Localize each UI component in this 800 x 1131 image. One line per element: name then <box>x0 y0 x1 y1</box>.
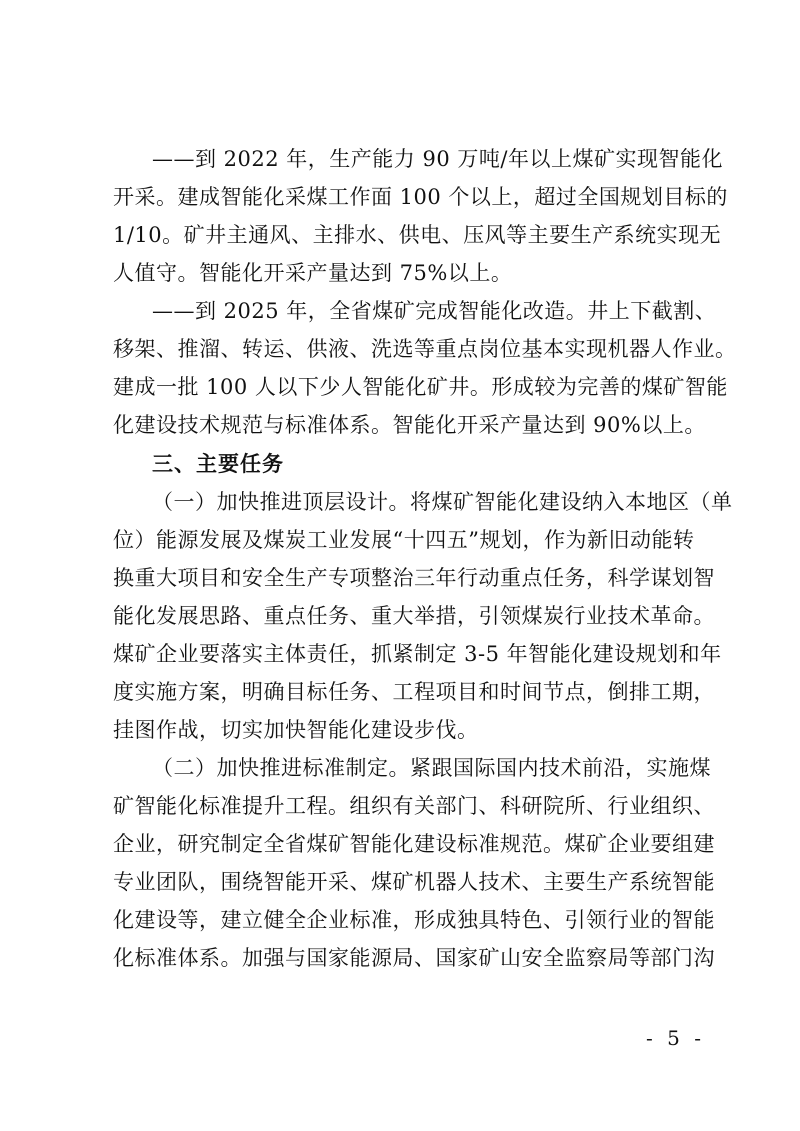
page-number: - 5 - <box>646 1026 705 1050</box>
paragraph-2-line-4: 化建设技术规范与标准体系。智能化开采产量达到 90%以上。 <box>113 413 706 437</box>
paragraph-4-line-3: 企业，研究制定全省煤矿智能化建设标准规范。煤矿企业要组建 <box>113 832 715 856</box>
paragraph-1-line-3: 1/10。矿井主通风、主排水、供电、压风等主要生产系统实现无 <box>113 223 722 247</box>
paragraph-3-line-7: 挂图作战，切实加快智能化建设步伐。 <box>113 718 479 742</box>
paragraph-4-line-5: 化建设等，建立健全企业标准，形成独具特色、引领行业的智能 <box>113 908 715 932</box>
paragraph-3-line-5: 煤矿企业要落实主体责任，抓紧制定 3-5 年智能化建设规划和年 <box>113 642 722 666</box>
paragraph-4-line-4: 专业团队，围绕智能开采、煤矿机器人技术、主要生产系统智能 <box>113 870 715 894</box>
paragraph-3-line-4: 能化发展思路、重点任务、重大举措，引领煤炭行业技术革命。 <box>113 604 715 628</box>
paragraph-3-line-1: （一）加快推进顶层设计。将煤矿智能化建设纳入本地区（单 <box>152 490 733 514</box>
paragraph-1-line-1: ——到 2022 年，生产能力 90 万吨/年以上煤矿实现智能化 <box>152 147 723 171</box>
paragraph-2-line-1: ——到 2025 年，全省煤矿完成智能化改造。井上下截割、 <box>152 299 717 323</box>
paragraph-4-line-2: 矿智能化标准提升工程。组织有关部门、科研院所、行业组织、 <box>113 794 715 818</box>
paragraph-4-line-6: 化标准体系。加强与国家能源局、国家矿山安全监察局等部门沟 <box>113 946 715 970</box>
paragraph-3-line-6: 度实施方案，明确目标任务、工程项目和时间节点，倒排工期， <box>113 680 715 704</box>
paragraph-3-line-3: 换重大项目和安全生产专项整治三年行动重点任务，科学谋划智 <box>113 566 715 590</box>
paragraph-1-line-4: 人值守。智能化开采产量达到 75%以上。 <box>113 261 513 285</box>
section-heading: 三、主要任务 <box>152 452 284 476</box>
paragraph-4-line-1: （二）加快推进标准制定。紧跟国际国内技术前沿，实施煤 <box>152 756 711 780</box>
paragraph-2-line-2: 移架、推溜、转运、供液、洗选等重点岗位基本实现机器人作业。 <box>113 337 737 361</box>
paragraph-3-line-2: 位）能源发展及煤炭工业发展“十四五”规划，作为新旧动能转 <box>113 528 695 552</box>
paragraph-2-line-3: 建成一批 100 人以下少人智能化矿井。形成较为完善的煤矿智能 <box>113 375 728 399</box>
paragraph-1-line-2: 开采。建成智能化采煤工作面 100 个以上，超过全国规划目标的 <box>113 185 728 209</box>
